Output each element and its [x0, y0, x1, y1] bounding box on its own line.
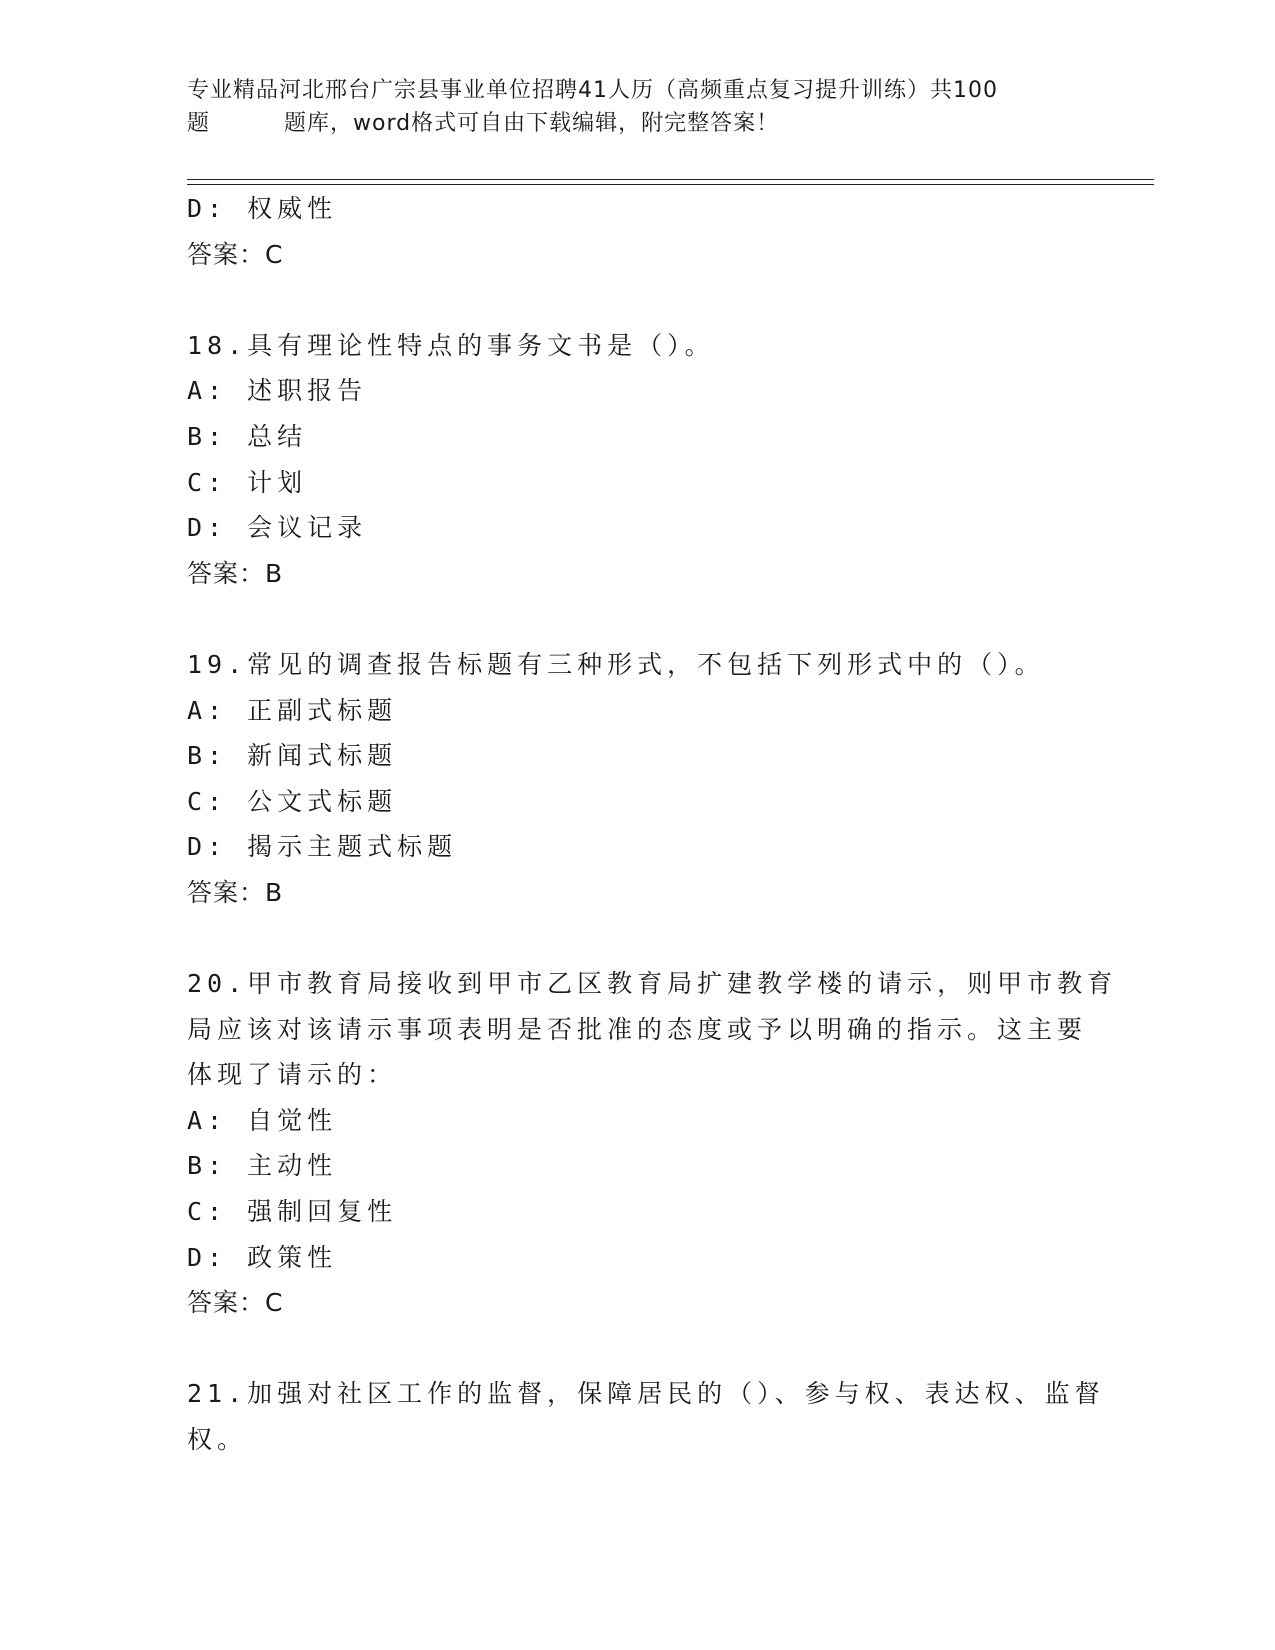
- option-b: B: 主动性: [187, 1151, 338, 1181]
- option-c: C: 计划: [187, 467, 308, 497]
- answer: 答案：C: [187, 1288, 284, 1318]
- page-header: [187, 74, 1087, 140]
- option-a: A: 正副式标题: [187, 695, 398, 725]
- option-d: D: 权威性: [187, 194, 338, 223]
- header-divider-top: [187, 179, 1154, 180]
- previous-question-tail: [187, 186, 1087, 277]
- header-title-line2-start: 题: [187, 111, 211, 136]
- header-divider-bottom: [187, 184, 1154, 185]
- question-20: [187, 961, 1118, 1326]
- question-21: [187, 1371, 1105, 1462]
- question-text: 19.常见的调查报告标题有三种形式，不包括下列形式中的（）。: [187, 649, 1045, 679]
- question-18: [187, 323, 1087, 597]
- option-a: A: 述职报告: [187, 376, 368, 406]
- option-d: D: 会议记录: [187, 513, 368, 543]
- header-title-line2-rest: 题库，word格式可自由下载编辑，附完整答案！: [284, 111, 780, 136]
- option-c: C: 强制回复性: [187, 1197, 398, 1227]
- option-d: D: 揭示主题式标题: [187, 832, 458, 862]
- answer: 答案：B: [187, 558, 284, 588]
- option-b: B: 总结: [187, 421, 308, 451]
- answer: 答案：C: [187, 239, 284, 269]
- question-text-line1: 21.加强对社区工作的监督，保障居民的（）、参与权、表达权、监督: [187, 1379, 1105, 1409]
- question-text-line1: 20.甲市教育局接收到甲市乙区教育局扩建教学楼的请示，则甲市教育: [187, 969, 1118, 999]
- question-19: [187, 642, 1087, 916]
- answer: 答案：B: [187, 877, 284, 907]
- option-d: D: 政策性: [187, 1242, 338, 1272]
- question-text: 18.具有理论性特点的事务文书是（）。: [187, 330, 715, 360]
- option-c: C: 公文式标题: [187, 786, 398, 816]
- question-list: [187, 186, 1118, 1463]
- question-text-line2: 局应该对该请示事项表明是否批准的态度或予以明确的指示。这主要: [187, 1014, 1088, 1044]
- question-text-line3: 体现了请示的：: [187, 1060, 398, 1090]
- header-title-line2: [187, 107, 1087, 140]
- option-a: A: 自觉性: [187, 1105, 338, 1135]
- header-title-line1: 专业精品河北邢台广宗县事业单位招聘41人历（高频重点复习提升训练）共100: [187, 78, 998, 103]
- option-b: B: 新闻式标题: [187, 741, 398, 771]
- question-text-line2: 权。: [187, 1425, 248, 1455]
